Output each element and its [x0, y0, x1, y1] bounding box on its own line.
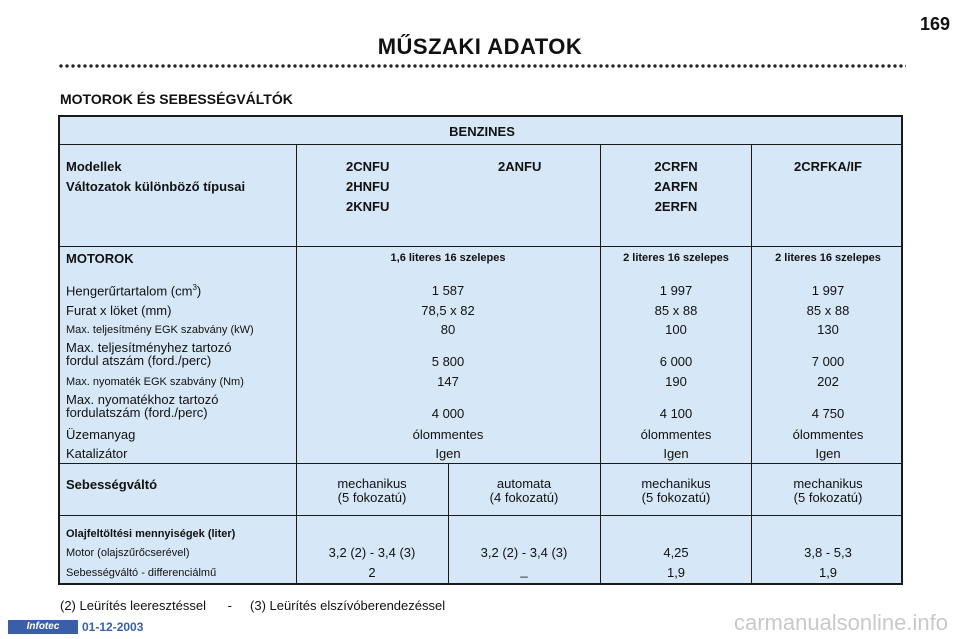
- oil-motor-label: Motor (olajszűrőcserével): [66, 547, 190, 559]
- oil-value: 3,2 (2) - 3,4 (3): [328, 545, 416, 560]
- variants-label: Változatok különböző típusai: [66, 179, 246, 194]
- spec-value: 147: [437, 374, 459, 389]
- watermark: carmanualsonline.info: [733, 610, 948, 635]
- model-code: 2CRFN: [654, 159, 698, 174]
- model-code: 2ERFN: [654, 199, 698, 214]
- spec-value: 78,5 x 82: [421, 303, 475, 318]
- oil-value: 3,2 (2) - 3,4 (3): [480, 545, 568, 560]
- column-rule: [448, 464, 449, 583]
- spec-value: 4 000: [431, 406, 465, 421]
- spec-value: Igen: [435, 446, 461, 461]
- spec-value: 190: [665, 374, 687, 389]
- spec-value: Igen: [815, 446, 841, 461]
- spec-value: 1 997: [811, 283, 845, 298]
- spec-label: Max. nyomaték EGK szabvány (Nm): [66, 376, 244, 388]
- spec-label: Max. teljesítmény EGK szabvány (kW): [66, 324, 254, 336]
- rule: [60, 246, 901, 247]
- spec-label: Katalizátor: [66, 446, 128, 461]
- engine-col-header: 2 literes 16 szelepes: [623, 252, 729, 264]
- engine-col-header: 2 literes 16 szelepes: [775, 252, 881, 264]
- oil-value: 1,9: [818, 565, 838, 580]
- footnote: (2) Leürítés leeresztéssel - (3) Leürítés elszívóberendezéssel: [60, 598, 446, 613]
- spec-label: Üzemanyag: [66, 427, 136, 442]
- model-code: 2ARFN: [654, 179, 698, 194]
- spec-value: ólommentes: [640, 427, 712, 442]
- gearbox-value: mechanikus (5 fokozatú): [793, 476, 863, 505]
- gearbox-value: mechanikus (5 fokozatú): [641, 476, 711, 505]
- spec-value: 4 750: [811, 406, 845, 421]
- spec-value: 7 000: [811, 354, 845, 369]
- rule: [60, 144, 901, 145]
- model-code: 2ANFU: [498, 159, 542, 174]
- spec-label: Max. teljesítményhez tartozó fordul atszám (ford./perc): [66, 340, 232, 368]
- rule: [60, 515, 901, 516]
- spec-value: 202: [817, 374, 839, 389]
- spec-value: 80: [440, 322, 456, 337]
- rule: [60, 463, 901, 464]
- page-title: MŰSZAKI ADATOK: [377, 34, 583, 59]
- model-code: 2KNFU: [346, 199, 390, 214]
- spec-label: Furat x löket (mm): [66, 303, 172, 318]
- spec-table: [58, 115, 903, 585]
- publisher-logo: Infotec: [8, 620, 78, 634]
- gearbox-value: automata (4 fokozatú): [489, 476, 559, 505]
- section-title: MOTOROK ÉS SEBESSÉGVÁLTÓK: [60, 91, 293, 107]
- spec-value: ólommentes: [412, 427, 484, 442]
- spec-value: 1 587: [431, 283, 465, 298]
- spec-value: Igen: [663, 446, 689, 461]
- oil-value: 2: [368, 565, 376, 580]
- column-rule: [600, 145, 601, 583]
- print-date: 01-12-2003: [82, 620, 144, 634]
- oil-value: 4,25: [663, 545, 689, 560]
- spec-value: ólommentes: [792, 427, 864, 442]
- spec-value: 6 000: [659, 354, 693, 369]
- oil-value: 1,9: [666, 565, 686, 580]
- spec-value: 4 100: [659, 406, 693, 421]
- dotted-divider: [58, 62, 906, 70]
- oil-label: Olajfeltöltési mennyiségek (liter): [66, 528, 236, 540]
- table-header: BENZINES: [449, 124, 515, 139]
- spec-label: Hengerűrtartalom $(cm^3)$: [66, 283, 202, 299]
- model-code: 2HNFU: [346, 179, 390, 194]
- spec-label: Max. nyomatékhoz tartozó fordulatszám (ford./perc): [66, 392, 219, 420]
- oil-value: 3,8 - 5,3: [804, 545, 852, 560]
- model-code: 2CRFKA/IF: [794, 159, 862, 174]
- spec-value: 100: [665, 322, 687, 337]
- engines-label: MOTOROK: [66, 251, 134, 266]
- engine-col-header: 1,6 literes 16 szelepes: [390, 252, 506, 264]
- spec-value: 5 800: [431, 354, 465, 369]
- spec-value: 130: [817, 322, 839, 337]
- oil-diff-label: Sebességváltó - differenciálmű: [66, 567, 217, 579]
- column-rule: [751, 145, 752, 583]
- gearbox-label: Sebességváltó: [66, 477, 158, 492]
- column-rule: [296, 145, 297, 583]
- models-label: Modellek: [66, 159, 122, 174]
- spec-value: 85 x 88: [654, 303, 698, 318]
- page-number: 169: [919, 14, 950, 34]
- spec-value: 1 997: [659, 283, 693, 298]
- oil-value: _: [520, 563, 528, 578]
- model-code: 2CNFU: [346, 159, 390, 174]
- gearbox-value: mechanikus (5 fokozatú): [337, 476, 407, 505]
- spec-value: 85 x 88: [806, 303, 850, 318]
